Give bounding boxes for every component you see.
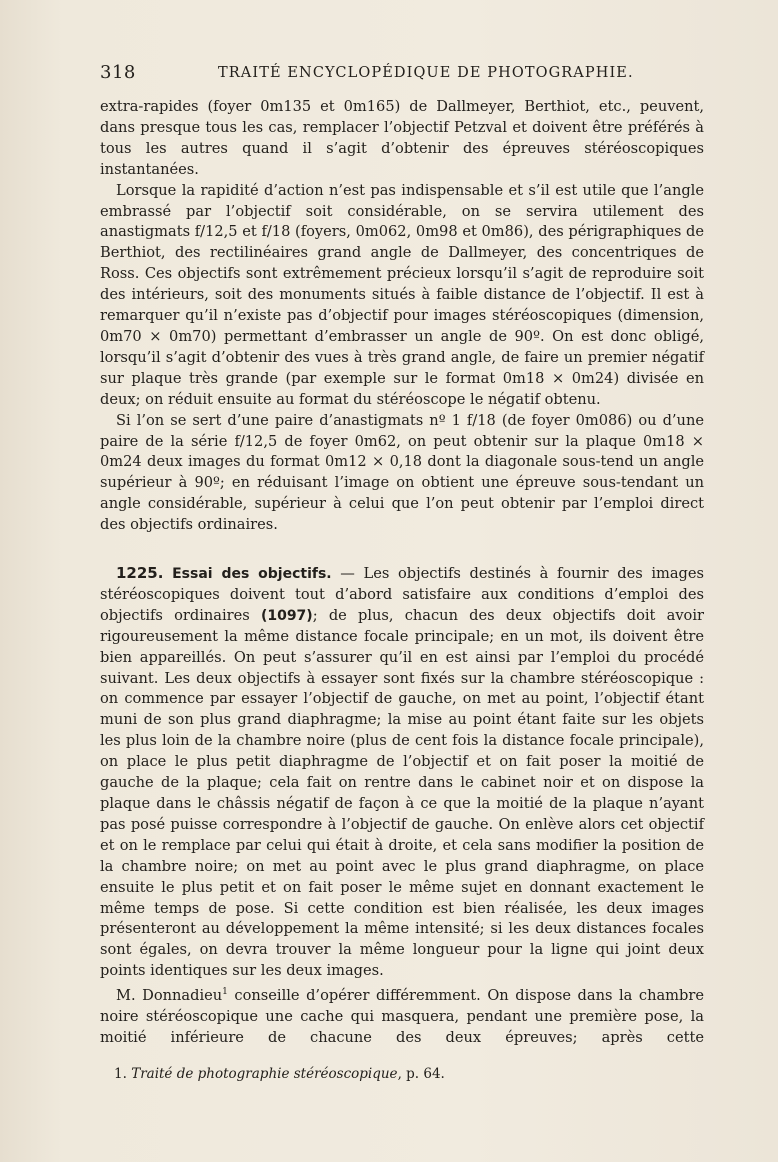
section-title: Essai des objectifs. — [172, 566, 332, 583]
running-head: TRAITÉ ENCYCLOPÉDIQUE DE PHOTOGRAPHIE. — [218, 65, 634, 81]
footnote-mark: 1 — [222, 987, 228, 998]
section-number: 1225. — [116, 564, 164, 583]
paragraph-continuation: extra-rapides (foyer 0m135 et 0m165) de Dallmeyer, Berthiot, etc., peuvent, dans presque tous les cas, remplacer l’objectif Petzval et doivent être préférés à tous les autres quand il s’agit d’obtenir des épreuves stéréoscopiques instantanées. — [100, 98, 704, 178]
section-text-end: ; de plus, chacun des deux objectifs doit avoir rigoureusement la même distance focale principale; en un mot, ils doivent être bien appareillés. On peut s’assurer qu’il en est ainsi par l’emploi du procédé suivant. Les deux objectifs à essayer sont fixés sur la chambre stéréoscopique : on commence par essayer l’objectif de gauche, on met au point, l’objectif étant muni de son plus grand diaphragme; la mise au point étant faite sur les objets les plus loin de la chambre noire (plus de cent fois la distance focale principale), on place le plus petit diaphragme de l’objectif et on fait poser la moitié de gauche de la plaque; cela fait on rentre dans le cabinet noir et on dispose la plaque dans le châssis négatif de façon à ce que la moitié de la plaque n’ayant pas posé puisse correspondre à l’objectif de gauche. On enlève alors cet objectif et on le remplace par celui qui était à droite, et cela sans modifier la position de la chambre noire; on met au point avec le plus grand diaphragme, on place ensuite le plus petit et on fait poser le même sujet en donnant exactement le même temps de pose. Si cette condition est bien réalisée, les deux images présenteront au développement la même intensité; si les deux distances focales sont égales, on devra trouver la même longueur pour la ligne qui joint deux points identiques sur les deux images. — [100, 606, 704, 980]
footnote-page: , p. 64. — [397, 1066, 445, 1082]
paragraph-donnadieu-text: conseille d’opérer différemment. On dispose dans la chambre noire stéréoscopique une cache qui masquera, pendant une première pose, la moitié inférieure de chacune des deux épreuves; après cette — [100, 987, 704, 1046]
page-header — [100, 62, 704, 86]
section-1225 — [100, 563, 704, 982]
paragraph-anastigmats: Si l’on se sert d’une paire d’anastigmats nº 1 f/18 (de foyer 0m086) ou d’une paire de la série f/12,5 de foyer 0m62, on peut obtenir sur la plaque 0m18 × 0m24 deux images du format 0m12 × 0,18 dont la diagonale sous-tend un angle supérieur à 90º; en réduisant l’image on obtient une épreuve sous-tendant un angle considérable, supérieur à celui que l’on peut obtenir par l’emploi direct des objectifs ordinaires. — [100, 411, 704, 534]
paragraph-donnadieu — [100, 982, 704, 1049]
section-text-start: — Les objectifs destinés à fournir des images stéréoscopiques doivent tout d’abord satisfaire aux conditions d’emploi des objectifs ordinaires — [100, 565, 705, 624]
page-body — [100, 97, 704, 1049]
section-reference: (1097) — [260, 607, 313, 624]
paragraph-wide-angle: Lorsque la rapidité d’action n’est pas indispensable et s’il est utile que l’angle embrassé par l’objectif soit considérable, on se servira utilement des anastigmats f/12,5 et f/18 (foyers, 0m062, 0m98 et 0m86), des périgraphiques de Berthiot, des rectilinéaires grand angle de Dallmeyer, des concentriques de Ross. Ces objectifs sont extrêmement précieux lorsqu’il s’agit de reproduire soit des intérieurs, soit des monuments situés à faible distance de l’objectif. Il est à remarquer qu’il n’existe pas d’objectif pour images stéréoscopiques (dimension, 0m70 × 0m70) permettant d’embrasser un angle de 90º. On est donc obligé, lorsqu’il s’agit d’obtenir des vues à très grand angle, de faire un premier négatif sur plaque très grande (par exemple sur le format 0m18 × 0m24) divisée en deux; on réduit ensuite au format du stéréoscope le négatif obtenu. — [100, 181, 704, 408]
footnote — [114, 1066, 674, 1082]
author-name: M. Donnadieu — [116, 987, 223, 1005]
page-number: 318 — [100, 62, 136, 83]
footnote-number: 1. — [114, 1066, 127, 1082]
footnote-title: Traité de photographie stéréoscopique — [131, 1066, 398, 1082]
